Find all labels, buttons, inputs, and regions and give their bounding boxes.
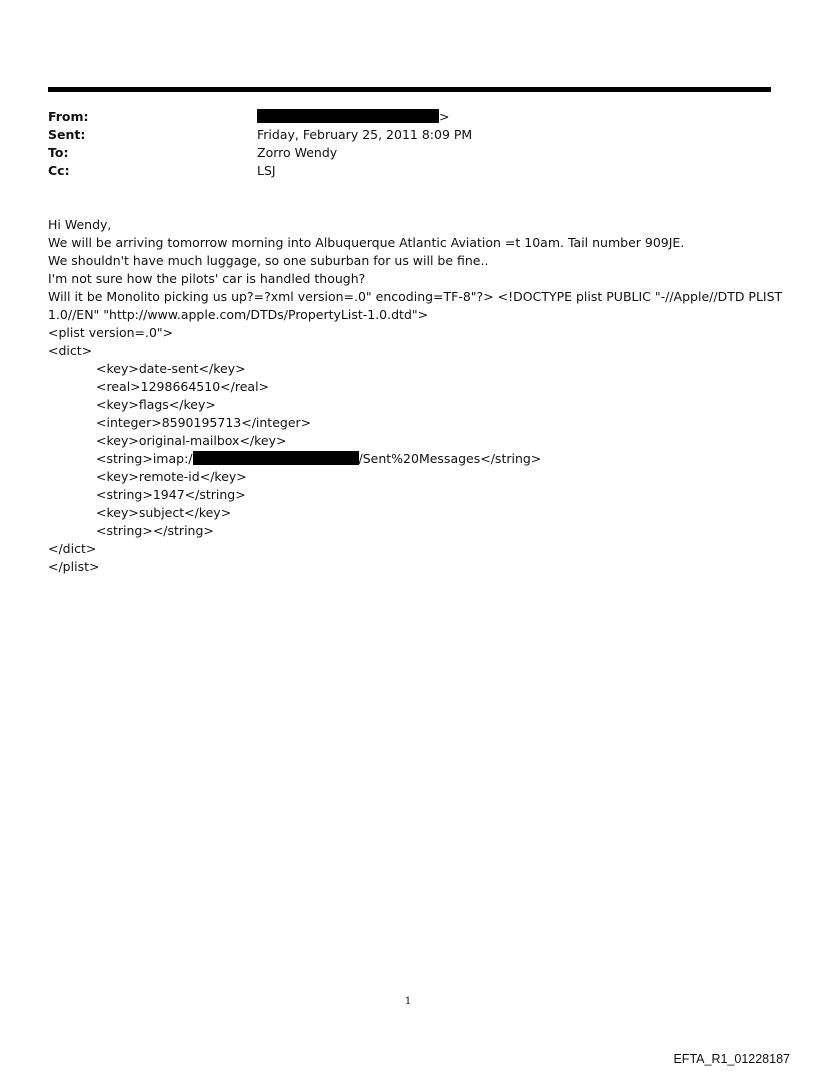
redaction-block — [257, 109, 439, 123]
from-label: From: — [48, 109, 89, 124]
dict-line: <key>subject</key> — [96, 505, 232, 520]
sent-value: Friday, February 25, 2011 8:09 PM — [257, 127, 473, 142]
dict-line: <integer>8590195713</integer> — [96, 415, 312, 430]
document-id: EFTA_R1_01228187 — [673, 1052, 790, 1066]
body-line: 1.0//EN" "http://www.apple.com/DTDs/PropertyList-1.0.dtd"> — [48, 307, 429, 322]
email-body — [48, 216, 783, 576]
sent-label: Sent: — [48, 127, 86, 142]
dict-line: <real>1298664510</real> — [96, 379, 270, 394]
body-line: We will be arriving tomorrow morning into Albuquerque Atlantic Aviation =t 10am. Tail number 909JE. — [48, 235, 685, 250]
body-line: We shouldn't have much luggage, so one suburban for us will be fine.. — [48, 253, 489, 268]
from-value — [257, 108, 449, 126]
body-line: <plist version=.0"> — [48, 325, 174, 340]
page-number: 1 — [404, 996, 412, 1007]
from-suffix: > — [439, 109, 450, 124]
dict-line: <string></string> — [96, 523, 214, 538]
body-line: Will it be Monolito picking us up?=?xml version=.0" encoding=TF-8"?> <!DOCTYPE plist PUBLIC "-//Apple//DTD PLIST — [48, 289, 783, 304]
string-suffix: /Sent%20Messages</string> — [358, 451, 542, 466]
body-line: <dict> — [48, 343, 93, 358]
dict-line: <key>date-sent</key> — [96, 361, 246, 376]
body-line: Hi Wendy, — [48, 217, 112, 232]
cc-value: LSJ — [257, 163, 276, 178]
body-line: </dict> — [48, 541, 97, 556]
cc-label: Cc: — [48, 163, 70, 178]
dict-line: <key>flags</key> — [96, 397, 216, 412]
to-label: To: — [48, 145, 69, 160]
dict-line: <key>original-mailbox</key> — [96, 433, 287, 448]
redaction-block — [193, 451, 359, 465]
header-divider — [48, 87, 771, 92]
dict-line: <string>1947</string> — [96, 487, 246, 502]
body-line: </plist> — [48, 559, 100, 574]
to-value: Zorro Wendy — [257, 145, 338, 160]
body-line: I'm not sure how the pilots' car is handled though? — [48, 271, 366, 286]
string-prefix: <string>imap:/ — [96, 451, 193, 466]
mailbox-string-line — [48, 450, 773, 468]
dict-line: <key>remote-id</key> — [96, 469, 247, 484]
